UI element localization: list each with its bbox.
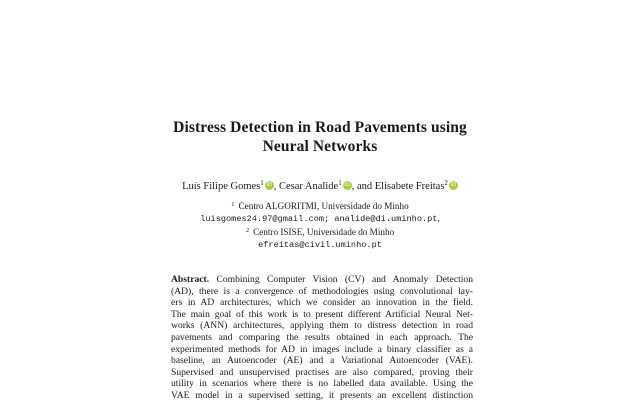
affiliations <box>120 199 520 251</box>
affiliation-emails-line <box>120 239 520 252</box>
author-emails[interactable]: luisgomes24.97@gmail.com; analide@di.uminho.pt <box>200 213 438 224</box>
orcid-icon[interactable]: iD <box>344 182 351 188</box>
affiliation-emails-line <box>120 213 520 226</box>
abstract-line: VAE model in a supervised setting, it presents an excellent distinction <box>171 389 473 401</box>
title-line-1: Distress Detection in Road Pavements using <box>173 119 467 136</box>
abstract-line: baseline, an Autoencoder (AE) and a Variational Autoencoder (VAE). <box>171 355 473 367</box>
abstract <box>171 274 473 402</box>
abstract-line: ers in AD architectures, which we consider an innovation in the field. <box>171 297 473 309</box>
author-affiliation-mark: 2 <box>444 179 448 187</box>
affiliation-line <box>120 199 520 213</box>
orcid-icon[interactable]: iD <box>450 182 457 188</box>
affiliation-name: Centro ALGORITMI, Universidade do Minho <box>238 201 409 211</box>
abstract-line: utility in scenarios where there is no labelled data available. Using the <box>171 378 473 390</box>
author-name: Cesar Analide <box>278 181 339 192</box>
affiliation-line <box>120 225 520 239</box>
abstract-text: Combining Computer Vision (CV) and Anomaly Detection <box>216 274 473 285</box>
author-separator: , <box>273 181 279 192</box>
author-affiliation-mark: 1 <box>260 179 264 187</box>
affiliation-number: 1 <box>231 201 235 208</box>
email-separator: , <box>437 212 440 223</box>
affiliation-number: 2 <box>245 227 250 234</box>
abstract-line <box>171 274 473 286</box>
abstract-line: The main goal of this work is to present different Artificial Neural Net- <box>171 308 473 320</box>
abstract-line: experimented methods for AD in images include a binary classifier as a <box>171 343 473 355</box>
author-separator: , and <box>351 181 375 192</box>
author-email[interactable]: efreitas@civil.uminho.pt <box>258 239 382 250</box>
orcid-icon[interactable]: iD <box>266 182 273 188</box>
author-name: Luís Filipe Gomes <box>182 181 261 192</box>
title-line-2: Neural Networks <box>262 138 378 155</box>
abstract-line: Supervised and unsupervised practises are also compared, proving their <box>171 366 473 378</box>
abstract-line: (AD), there is a convergence of methodologies using convolutional lay- <box>171 285 473 297</box>
author-list <box>100 176 540 194</box>
paper-title <box>120 118 520 156</box>
affiliation-name: Centro ISISE, Universidade do Minho <box>253 227 395 237</box>
abstract-line: works (ANN) architectures, applying them to distress detection in road <box>171 320 473 332</box>
abstract-line: pavements and comparing the results obtained in each approach. The <box>171 331 473 343</box>
abstract-label: Abstract. <box>171 274 210 285</box>
author-name: Elisabete Freitas <box>374 181 445 192</box>
author-affiliation-mark: 1 <box>338 179 342 187</box>
